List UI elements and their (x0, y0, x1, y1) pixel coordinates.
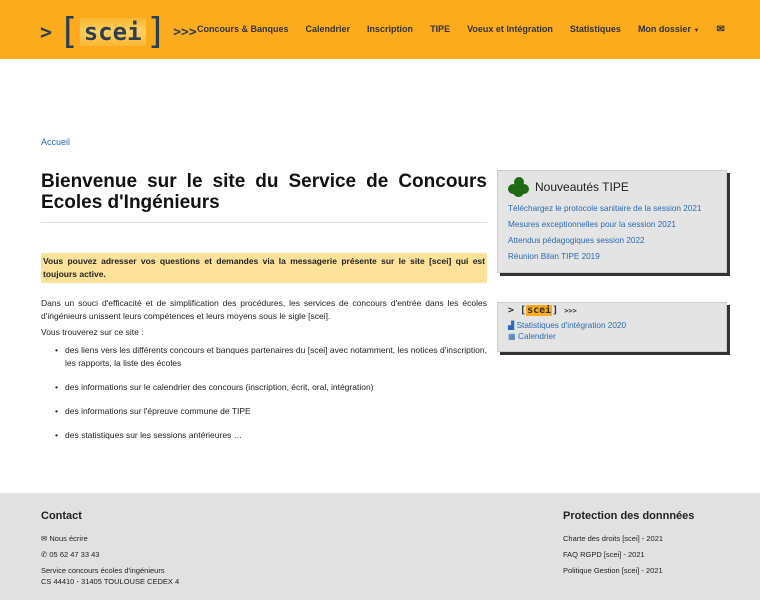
scei-mini-logo: > [scei] >>> (508, 305, 577, 316)
scei-logo[interactable]: > [ scei ] >>> (40, 11, 197, 52)
privacy-link[interactable]: FAQ RGPD [scei] - 2021 (563, 550, 645, 559)
nav-statistiques[interactable]: Statistiques (569, 24, 621, 34)
clover-icon (508, 177, 530, 197)
contact-heading: Contact (41, 510, 82, 522)
divider (41, 222, 487, 223)
calendar-link[interactable] (508, 331, 716, 341)
privacy-link[interactable]: Charte des droits [scei] - 2021 (563, 534, 664, 543)
tipe-news-panel (497, 170, 727, 273)
address-line-1: Service concours écoles d'ingénieurs (41, 566, 165, 575)
calendar-link-label: Calendrier (518, 332, 556, 341)
page-title: Bienvenue sur le site du Service de Concours Ecoles d'Ingénieurs (41, 171, 487, 213)
privacy-heading: Protection des donnnées (563, 510, 695, 522)
phone-icon: ✆ (41, 550, 48, 559)
logo-text: scei (80, 18, 146, 46)
list-item: • des informations sur l'épreuve commune de TIPE (55, 405, 487, 418)
nav-mon-dossier-label: Mon dossier (637, 24, 691, 34)
tipe-link[interactable]: Mesures exceptionnelles pour la session 2021 (508, 220, 676, 229)
nav-concours[interactable]: Concours & Banques (197, 24, 289, 34)
nav-voeux[interactable]: Voeux et Intégration (467, 24, 553, 34)
envelope-icon[interactable]: ✉ (716, 24, 725, 35)
intro-text: Dans un souci d'efficacité et de simplification des procédures, les services de concours d'entrée dans les écoles d'ingénieurs unissent leurs compétences et leurs moyens sous le sigle [scei]. (41, 298, 487, 321)
main-nav (197, 24, 742, 35)
scei-panel (497, 302, 727, 352)
envelope-icon: ✉ (41, 534, 48, 543)
mini-logo-text: scei (527, 305, 552, 316)
caret-down-icon: ▼ (693, 28, 700, 34)
address-line-2: CS 44410 - 31405 TOULOUSE CEDEX 4 (41, 577, 180, 586)
nav-calendrier[interactable]: Calendrier (305, 24, 351, 34)
info-alert: Vous pouvez adresser vos questions et demandes via la messagerie présente sur le site [scei] qui est toujours active. (41, 253, 487, 283)
nav-mon-dossier[interactable] (638, 24, 699, 35)
tipe-link[interactable]: Réunion Bilan TIPE 2019 (508, 252, 600, 261)
lead-text: Vous trouverez sur ce site : (41, 327, 144, 337)
privacy-link[interactable]: Politique Gestion [scei] - 2021 (563, 566, 663, 575)
chart-icon: ▟ (508, 321, 515, 330)
nav-tipe[interactable]: TIPE (430, 24, 451, 34)
phone (41, 549, 99, 560)
header (0, 0, 760, 59)
list-item: • des statistiques sur les sessions antérieures … (55, 429, 487, 442)
list-item: • des informations sur le calendrier des concours (inscription, écrit, oral, intégration) (55, 381, 487, 394)
breadcrumb-accueil[interactable]: Accueil (41, 137, 71, 147)
stats-link[interactable] (508, 320, 716, 330)
features-list (55, 344, 487, 453)
write-us-label: Nous écrire (49, 534, 88, 543)
calendar-icon: ▦ (508, 332, 516, 341)
tipe-panel-title: Nouveautés TIPE (535, 180, 629, 194)
write-us-link[interactable] (41, 533, 88, 544)
nav-inscription[interactable]: Inscription (367, 24, 414, 34)
phone-number: 05 62 47 33 43 (49, 550, 100, 559)
tipe-link[interactable]: Attendus pédagogiques session 2022 (508, 236, 645, 245)
footer (0, 493, 760, 600)
stats-link-label: Statistiques d'intégration 2020 (516, 321, 627, 330)
list-item: • des liens vers les différents concours et banques partenaires du [scei] avec notamment, les notices d'inscription, les rapports, la liste des écoles (55, 344, 487, 370)
tipe-link[interactable]: Téléchargez le protocole sanitaire de la session 2021 (508, 204, 702, 213)
